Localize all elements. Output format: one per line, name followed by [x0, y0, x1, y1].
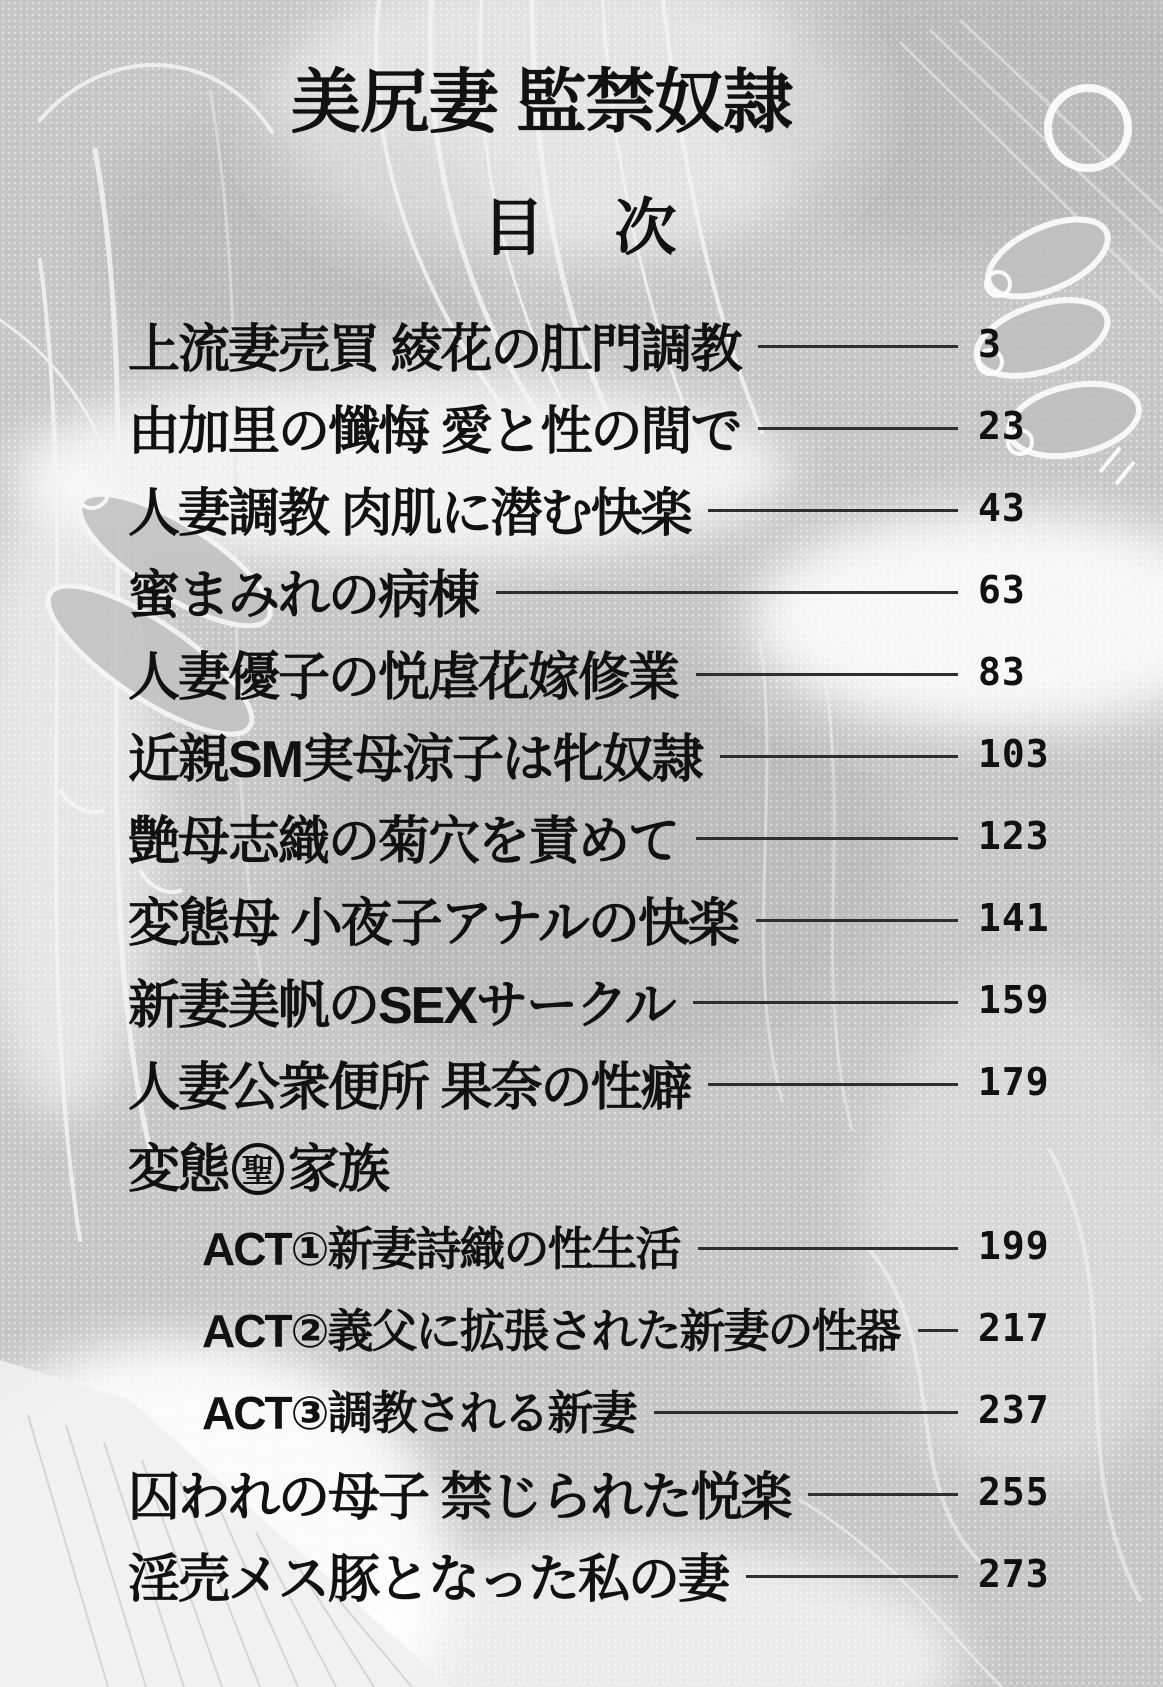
toc-entry-title: 囚われの母子 禁じられた悦楽 [128, 1468, 791, 1527]
toc-entry-title: 人妻調教 肉肌に潜む快楽 [128, 484, 691, 543]
leader-line [756, 919, 958, 922]
leader-line [698, 1247, 959, 1250]
leader-line [708, 509, 958, 512]
toc-entry [128, 467, 1110, 549]
toc-entry-title: 淫売メス豚となった私の妻 [128, 1550, 729, 1609]
toc-entry-title: 新妻美帆のSEXサークル [128, 976, 675, 1035]
book-title: 美尻妻 監禁奴隷 [290, 63, 793, 141]
toc-entry [128, 959, 1110, 1041]
toc-entry [128, 877, 1110, 959]
toc-entry-title [128, 1127, 388, 1202]
toc-subentry [128, 1369, 1110, 1451]
toc-entry-title: 艶母志織の菊穴を責めて [128, 812, 679, 871]
leader-line [808, 1493, 958, 1496]
page-number: 199 [978, 1224, 1050, 1268]
leader-line [746, 1575, 958, 1578]
toc-entry-title: 由加里の懺悔 愛と性の間で [128, 402, 741, 461]
page-number: 123 [978, 814, 1050, 858]
page-number: 237 [978, 1388, 1050, 1432]
page-number: 141 [978, 896, 1050, 940]
toc-entry [128, 303, 1110, 385]
toc-entry [128, 631, 1110, 713]
toc-entry-title: 変態母 小夜子アナルの快楽 [128, 894, 738, 953]
page-number: 217 [978, 1306, 1050, 1350]
page-number: 255 [978, 1470, 1050, 1514]
toc-entry [128, 549, 1110, 631]
toc-entry-title: ACT①新妻詩織の性生活 [202, 1223, 680, 1275]
toc-entry-section [128, 1123, 1110, 1205]
toc-entry [128, 1451, 1110, 1533]
page-number: 3 [978, 322, 1002, 366]
contents-heading: 目 次 [482, 194, 681, 263]
toc-entry [128, 713, 1110, 795]
toc-subentry [128, 1287, 1110, 1369]
leader-line [496, 591, 958, 594]
toc-entry [128, 385, 1110, 467]
page-number: 83 [978, 650, 1026, 694]
page-number: 43 [978, 486, 1026, 530]
leader-line [693, 1001, 959, 1004]
page-number: 273 [978, 1552, 1050, 1596]
toc-entry-title: ACT③調教される新妻 [202, 1387, 636, 1439]
toc-entry [128, 1533, 1110, 1615]
toc-entry-title: 人妻公衆便所 果奈の性癖 [128, 1058, 691, 1117]
page-number: 179 [978, 1060, 1050, 1104]
toc-entry-title: ACT②義父に拡張された新妻の性器 [202, 1305, 900, 1357]
leader-line [918, 1329, 959, 1332]
page-number: 103 [978, 732, 1050, 776]
leader-line [758, 427, 958, 430]
toc-entry [128, 1041, 1110, 1123]
page-number: 63 [978, 568, 1026, 612]
toc-entry-title: 上流妻売買 綾花の肛門調教 [128, 320, 741, 379]
leader-line [708, 1083, 958, 1086]
table-of-contents [128, 303, 1110, 1615]
toc-entry-title: 近親SM実母涼子は牝奴隷 [128, 730, 703, 789]
toc-subentry [128, 1205, 1110, 1287]
section-title-pre: 変態 [128, 1140, 229, 1199]
page-number: 23 [978, 404, 1026, 448]
leader-line [720, 755, 958, 758]
leader-line [654, 1411, 959, 1414]
leader-line [758, 345, 958, 348]
page-number: 159 [978, 978, 1050, 1022]
circled-character: 聖 [232, 1143, 284, 1195]
leader-line [696, 673, 958, 676]
toc-entry-title: 人妻優子の悦虐花嫁修業 [128, 648, 679, 707]
toc-entry-title: 蜜まみれの病棟 [128, 566, 479, 625]
section-title-post: 家族 [288, 1140, 389, 1199]
toc-entry [128, 795, 1110, 877]
leader-line [696, 837, 958, 840]
